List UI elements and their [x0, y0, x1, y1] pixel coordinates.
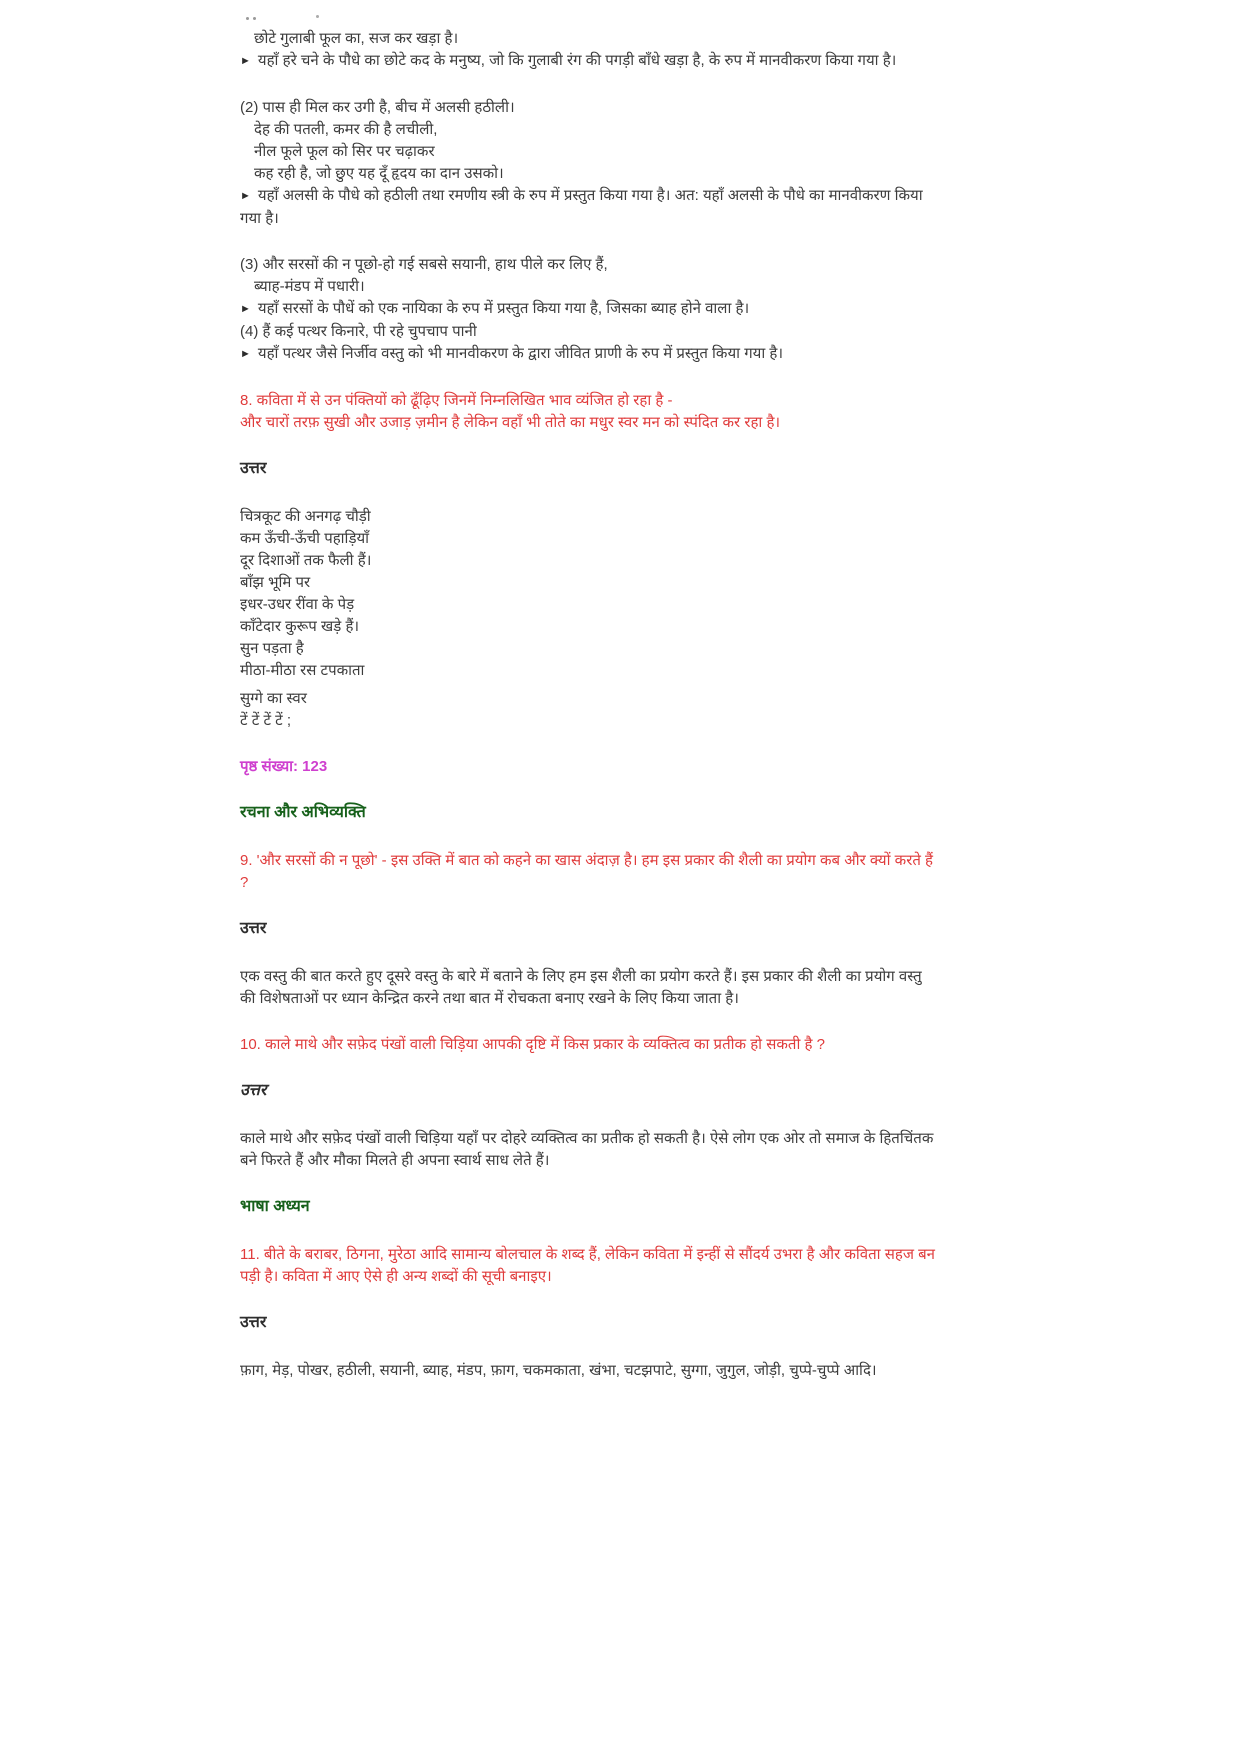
- poem-line: काँटेदार कुरूप खड़े हैं।: [240, 618, 360, 635]
- answer-label-q8: उत्तर: [240, 460, 267, 477]
- verse-line: (4) हैं कई पत्थर किनारे, पी रहे चुपचाप पानी: [240, 323, 477, 340]
- explanation: [240, 298, 940, 321]
- content-column: [240, 14, 940, 1406]
- verse-line: (3) और सरसों की न पूछो-हो गई सबसे सयानी, हाथ पीले कर लिए हैं,: [240, 256, 608, 273]
- answer-q10: काले माथे और सफ़ेद पंखों वाली चिड़िया यहाँ पर दोहरे व्यक्तित्व का प्रतीक हो सकती है। ऐसे लोग एक ओर तो समाज के हितचिंतक बने फिरते हैं और मौका मिलते ही अपना स्वार्थ साध लेते हैं।: [240, 1130, 934, 1169]
- poem-line: सुन पड़ता है: [240, 640, 304, 657]
- poem-line: मीठा-मीठा रस टपकाता: [240, 662, 365, 679]
- page-number-label: पृष्ठ संख्या: 123: [240, 758, 328, 775]
- bullet-triangle-icon: ►: [240, 55, 251, 67]
- section-heading-bhasha: भाषा अध्यन: [240, 1198, 310, 1215]
- question-8-line-2: और चारों तरफ़ सुखी और उजाड़ ज़मीन है लेकिन वहाँ भी तोते का मधुर स्वर मन को स्पंदित कर रहा है।: [240, 414, 781, 431]
- bullet-triangle-icon: ►: [240, 303, 251, 315]
- answer-q9: एक वस्तु की बात करते हुए दूसरे वस्तु के बारे में बताने के लिए हम इस शैली का प्रयोग करते हैं। इस प्रकार की शैली का प्रयोग वस्तु की विशेषताओं पर ध्यान केन्द्रित करने तथा बात में रोचकता बनाए रखने के लिए किया जाता है।: [240, 968, 922, 1007]
- explanation-text: यहाँ हरे चने के पौधे का छोटे कद के मनुष्य, जो कि गुलाबी रंग की पगड़ी बाँधे खड़ा है, के रुप में मानवीकरण किया गया है।: [257, 52, 897, 69]
- answer-q11: फ़ाग, मेड़, पोखर, हठीली, सयानी, ब्याह, मंडप, फ़ाग, चकमकाता, खंभा, चटझपाटे, सुग्गा, जुगुल, जोड़ी, चुप्पे-चुप्पे आदि।: [240, 1362, 877, 1379]
- poem-line: सुग्गे का स्वर: [240, 690, 307, 707]
- cropped-line-artifact: [240, 14, 940, 26]
- personification-item-2: [240, 97, 940, 230]
- bullet-triangle-icon: ►: [240, 348, 251, 360]
- personification-item-1: [240, 28, 940, 73]
- verse-line: ब्याह-मंडप में पधारी।: [254, 278, 365, 295]
- verse-line: देह की पतली, कमर की है लचीली,: [254, 121, 438, 138]
- explanation: [240, 185, 940, 230]
- bullet-triangle-icon: ►: [240, 190, 251, 202]
- personification-items-3-4: [240, 254, 940, 366]
- poem-line: दूर दिशाओं तक फैली हैं।: [240, 552, 372, 569]
- answer-label-q9: उत्तर: [240, 920, 267, 937]
- question-11: 11. बीते के बराबर, ठिगना, मुरेठा आदि सामान्य बोलचाल के शब्द हैं, लेकिन कविता में इन्हीं से सौंदर्य उभरा है और कविता सहज बन पड़ी है। कविता में आए ऐसे ही अन्य शब्दों की सूची बनाइए।: [240, 1246, 936, 1285]
- explanation-text: यहाँ सरसों के पौधें को एक नायिका के रुप में प्रस्तुत किया गया है, जिसका ब्याह होने वाला है।: [257, 300, 750, 317]
- verse-line: छोटे गुलाबी फूल का, सज कर खड़ा है।: [254, 30, 459, 47]
- poem-line: चित्रकूट की अनगढ़ चौड़ी: [240, 508, 371, 525]
- verse-line: नील फूले फूल को सिर पर चढ़ाकर: [254, 143, 435, 160]
- poem-line: कम ऊँची-ऊँची पहाड़ियाँ: [240, 530, 370, 547]
- answer-label-q10: उत्तर: [240, 1082, 267, 1099]
- question-8: [240, 390, 940, 434]
- answer-label-q11: उत्तर: [240, 1314, 267, 1331]
- question-10: 10. काले माथे और सफ़ेद पंखों वाली चिड़िया आपकी दृष्टि में किस प्रकार के व्यक्तित्व का प्रतीक हो सकती है ?: [240, 1036, 825, 1053]
- poem-line: बाँझ भूमि पर: [240, 574, 311, 591]
- answer-poem-q8: [240, 506, 940, 732]
- section-heading-rachna: रचना और अभिव्यक्ति: [240, 804, 366, 821]
- question-9: 9. 'और सरसों की न पूछो' - इस उक्ति में बात को कहने का खास अंदाज़ है। हम इस प्रकार की शैली का प्रयोग कब और क्यों करते हैं ?: [240, 852, 934, 891]
- poem-line: टें टें टें टें ;: [240, 712, 292, 729]
- explanation-text: यहाँ पत्थर जैसे निर्जीव वस्तु को भी मानवीकरण के द्वारा जीवित प्राणी के रुप में प्रस्तुत किया गया है।: [257, 345, 784, 362]
- poem-line: इधर-उधर रींवा के पेड़: [240, 596, 355, 613]
- verse-line: कह रही है, जो छुए यह दूँ हृदय का दान उसको।: [254, 165, 504, 182]
- verse-line: (2) पास ही मिल कर उगी है, बीच में अलसी हठीली।: [240, 99, 515, 116]
- question-8-line-1: 8. कविता में से उन पंक्तियों को ढूँढ़िए जिनमें निम्नलिखित भाव व्यंजित हो रहा है -: [240, 392, 673, 409]
- explanation-text: यहाँ अलसी के पौधे को हठीली तथा रमणीय स्त्री के रुप में प्रस्तुत किया गया है। अत: यहाँ अलसी के पौधे का मानवीकरण किया गया है।: [240, 187, 923, 227]
- explanation: [240, 50, 940, 73]
- explanation: [240, 343, 940, 366]
